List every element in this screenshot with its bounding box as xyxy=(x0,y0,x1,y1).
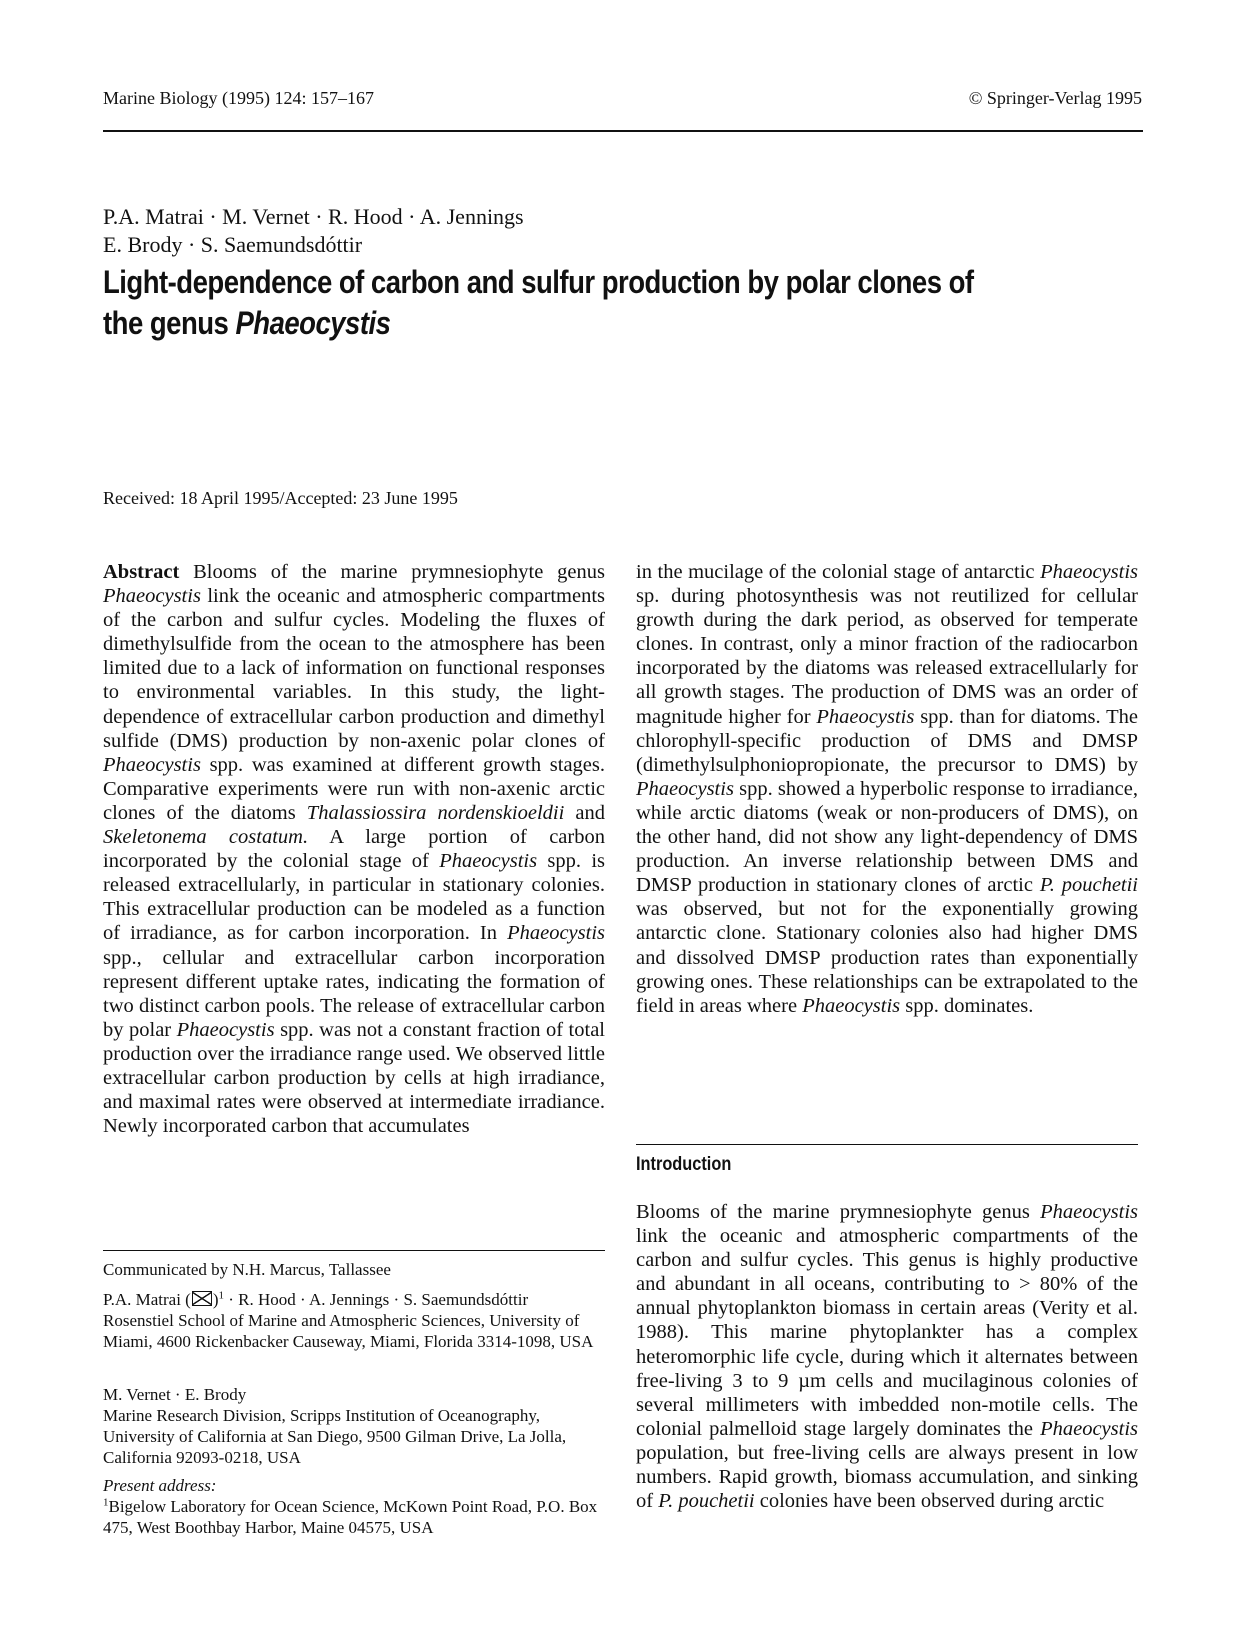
abstract-text: spp., cellular and extracellular carbon incorporation represent different uptake rates, indicating the formation of two distinct carbon pools. The release of extracellular carbon by polar xyxy=(103,946,605,1041)
present-address-label-text: Present address: xyxy=(103,1476,217,1495)
genus-name: Phaeocystis xyxy=(802,994,901,1017)
affiliation-miami xyxy=(103,1289,605,1352)
abstract-text: was observed, but not for the exponentially growing antarctic clone. Stationary colonies also had higher DMS and dissolved DMSP production rates than exponentially growing ones. These relationships can be extrapolated to the field in areas where xyxy=(636,898,1138,1017)
introduction-heading: Introduction xyxy=(636,1154,732,1175)
present-address xyxy=(103,1475,605,1538)
abstract-text: sp. during photosynthesis was not reutilized for cellular growth during the dark period, as observed for temperate clones. In contrast, only a minor fraction of the radiocarbon incorporated by the diatoms was released extracellularly for all growth stages. The production of DMS was an order of magnitude higher for xyxy=(636,585,1138,728)
received-dates: Received: 18 April 1995/Accepted: 23 June 1995 xyxy=(103,488,458,508)
intro-text: Blooms of the marine prymnesiophyte genus xyxy=(636,1201,1041,1223)
abstract-continuation xyxy=(636,560,1138,1018)
envelope-icon xyxy=(192,1291,212,1306)
affiliation-authors xyxy=(103,1289,605,1310)
introduction-paragraph xyxy=(636,1200,1138,1513)
abstract-text: and xyxy=(564,801,605,824)
paper-title xyxy=(103,262,1015,344)
affiliation-name: P.A. Matrai ( xyxy=(103,1290,191,1309)
abstract-text: spp. was not a constant fraction of total production over the irradiance range used. We observed little extracellular carbon production by cells at high irradiance, and maximal rates were observed at intermediate irradiance. Newly incorporated carbon that accumulates xyxy=(103,1018,605,1138)
intro-text: link the oceanic and atmospheric compartments of the carbon and sulfur cycles. This genus is highly productive and abundant in all oceans, contributing to > 80% of the annual phytoplankton biomass in certain areas (Verity et al. 1988). This marine phytoplankter has a complex heteromorphic life cycle, during which it alternates between free-living 3 to 9 µm cells and mucilaginous colonies of several millimeters with imbedded non-motile cells. The colonial palmelloid stage largely dominates the xyxy=(636,1225,1138,1440)
intro-text: population, but free-living cells are always present in low numbers. Rapid growth, biomass accumulation, and sinking of xyxy=(636,1441,1138,1513)
genus-name: Phaeocystis xyxy=(507,922,605,945)
title-text: Light-dependence of carbon and sulfur production by polar clones of the genus xyxy=(103,264,974,341)
genus-name: Phaeocystis xyxy=(439,850,538,873)
abstract-text: spp. dominates. xyxy=(900,994,1034,1017)
genus-name: Phaeocystis xyxy=(103,753,201,776)
introduction-body xyxy=(636,1200,1138,1513)
genus-name: Phaeocystis xyxy=(1040,1417,1138,1440)
abstract-right-column xyxy=(636,560,1138,1018)
footnote-marker: 1 xyxy=(103,1496,109,1509)
abstract-paragraph xyxy=(103,560,605,1138)
footnote-marker: 1 xyxy=(218,1289,224,1302)
communicated-by: Communicated by N.H. Marcus, Tallassee xyxy=(103,1260,391,1279)
abstract-text: Blooms of the marine prymnesiophyte genus xyxy=(179,561,605,583)
abstract-text: spp. than for diatoms. The chlorophyll-specific production of DMS and DMSP (dimethylsulphoniopropionate, the precursor to DMS) by xyxy=(636,705,1138,776)
abstract-text: link the oceanic and atmospheric compartments of the carbon and sulfur cycles. Modeling the fluxes of dimethylsulfide from the ocean to the atmosphere has been limited due to a lack of information on functional responses to environmental variables. In this study, the light-dependence of extracellular carbon production and dimethyl sulfide (DMS) production by non-axenic polar clones of xyxy=(103,585,605,752)
abstract-text: spp. showed a hyperbolic response to irradiance, while arctic diatoms (weak or non-producers of DMS), on the other hand, did not show any light-dependency of DMS production. An inverse relationship between DMS and DMSP production in stationary clones of arctic xyxy=(636,777,1138,897)
genus-name: Phaeocystis xyxy=(1040,1201,1138,1223)
introduction-rule xyxy=(636,1144,1138,1145)
copyright-notice: © Springer-Verlag 1995 xyxy=(968,88,1142,108)
genus-name: Phaeocystis xyxy=(636,777,734,800)
footnote-rule xyxy=(103,1250,605,1251)
species-name: P. pouchetii xyxy=(658,1490,755,1513)
genus-name: Phaeocystis xyxy=(1040,561,1138,583)
species-name: P. pouchetii xyxy=(1039,874,1138,897)
abstract-text: in the mucilage of the colonial stage of antarctic xyxy=(636,561,1041,583)
intro-text: colonies have been observed during arctic xyxy=(754,1490,1105,1513)
affiliation-scripps xyxy=(103,1384,605,1468)
author-line-2: E. Brody · S. Saemundsdóttir xyxy=(103,232,363,257)
title-genus: Phaeocystis xyxy=(235,305,391,341)
genus-name: Phaeocystis xyxy=(103,585,201,608)
author-line-1: P.A. Matrai · M. Vernet · R. Hood · A. Jennings xyxy=(103,204,524,229)
species-name: Thalassiossira nordenskioeldii xyxy=(306,801,565,824)
genus-name: Phaeocystis xyxy=(816,705,915,728)
affiliation-address: Rosenstiel School of Marine and Atmospheric Sciences, University of Miami, 4600 Rickenbacker Causeway, Miami, Florida 3314-1098, USA xyxy=(103,1311,594,1351)
present-address-value: Bigelow Laboratory for Ocean Science, McKown Point Road, P.O. Box 475, West Boothbay Harbor, Maine 04575, USA xyxy=(103,1497,598,1537)
abstract-text: spp. was examined at different growth stages. Comparative experiments were run with non-axenic arctic clones of the diatoms xyxy=(103,753,605,824)
abstract-text: A large portion of carbon incorporated by the colonial stage of xyxy=(103,826,605,873)
present-address-text xyxy=(103,1496,605,1538)
present-address-label xyxy=(103,1475,605,1496)
species-name: Skeletonema costatum. xyxy=(103,826,309,849)
header-rule xyxy=(103,130,1143,132)
abstract-label: Abstract xyxy=(103,561,180,583)
affiliation-name: ) xyxy=(212,1290,219,1309)
affiliation-name: · R. Hood · A. Jennings · S. Saemundsdóttir xyxy=(224,1290,529,1309)
genus-name: Phaeocystis xyxy=(176,1018,275,1041)
abstract-text: spp. is released extracellularly, in particular in stationary colonies. This extracellular production can be modeled as a function of irradiance, as for carbon incorporation. In xyxy=(103,850,605,945)
journal-citation: Marine Biology (1995) 124: 157–167 xyxy=(103,88,374,108)
affiliation-authors: M. Vernet · E. Brody xyxy=(103,1385,247,1404)
abstract-left-column xyxy=(103,560,605,1138)
affiliation-address: Marine Research Division, Scripps Institution of Oceanography, University of California at San Diego, 9500 Gilman Drive, La Jolla, California 92093-0218, USA xyxy=(103,1406,567,1467)
author-list xyxy=(103,203,524,259)
